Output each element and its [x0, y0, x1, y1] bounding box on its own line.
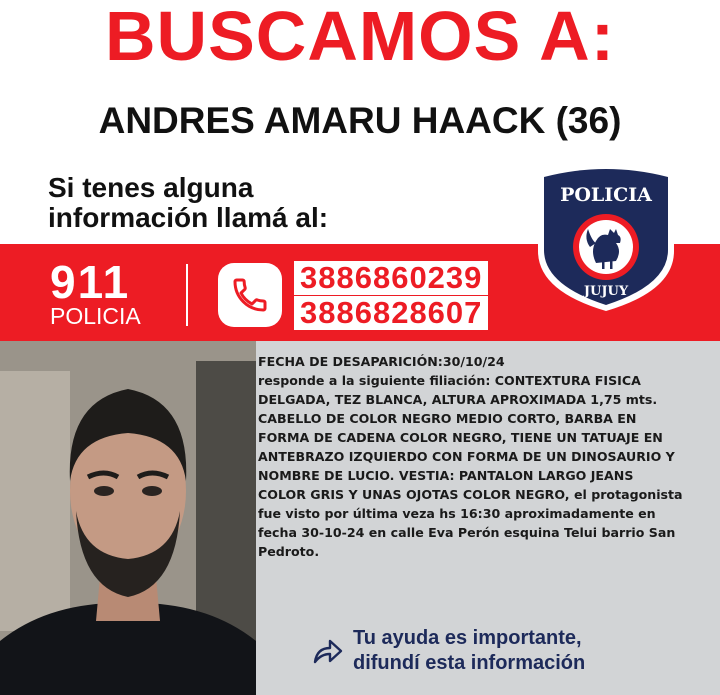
phone-number-2[interactable]: 3886828607: [294, 296, 488, 330]
share-message: [353, 626, 585, 676]
intro-line-1: Si tenes alguna: [48, 172, 254, 203]
description-line: DELGADA, TEZ BLANCA, ALTURA APROXIMADA 1,75 mts.: [258, 392, 658, 407]
description-text: [258, 352, 716, 561]
phone-number-1[interactable]: 3886860239: [294, 261, 488, 295]
share-arrow-icon[interactable]: [312, 636, 344, 666]
description-line: fecha 30-10-24 en calle Eva Perón esquina Telui barrio San: [258, 525, 676, 540]
description-line: ANTEBRAZO IZQUIERDO CON FORMA DE UN DINOSAURIO Y: [258, 449, 675, 464]
person-name: ANDRES AMARU HAACK (36): [98, 100, 622, 141]
badge-top-text: POLICIA: [560, 184, 652, 206]
missing-person-photo: [0, 341, 256, 695]
share-line-2: difundí esta información: [353, 652, 586, 674]
disappearance-date: FECHA DE DESAPARICIÓN:30/10/24: [258, 354, 505, 369]
police-badge-icon: [530, 155, 682, 313]
divider: [186, 264, 188, 326]
description-line: Pedroto.: [258, 544, 320, 559]
phone-icon: [218, 263, 282, 327]
headline: BUSCAMOS A:: [104, 0, 616, 75]
emergency-label: POLICIA: [50, 303, 141, 329]
description-line: NOMBRE DE LUCIO. VESTIA: PANTALON LARGO JEANS: [258, 468, 634, 483]
badge-bottom-text: JUJUY: [583, 284, 629, 299]
description-line: fue visto por última veza hs 16:30 aproximadamente en: [258, 506, 656, 521]
description-line: responde a la siguiente filiación: CONTEXTURA FISICA: [258, 373, 641, 388]
description-line: FORMA DE CADENA COLOR NEGRO, TIENE UN TATUAJE EN: [258, 430, 663, 445]
emergency-number: 911: [50, 256, 131, 308]
contact-intro: [48, 173, 328, 233]
description-line: COLOR GRIS Y UNAS OJOTAS COLOR NEGRO, el protagonista: [258, 487, 683, 502]
intro-line-2: información llamá al:: [48, 202, 329, 233]
share-line-1: Tu ayuda es importante,: [353, 627, 582, 649]
description-line: CABELLO DE COLOR NEGRO MEDIO CORTO, BARBA EN: [258, 411, 637, 426]
